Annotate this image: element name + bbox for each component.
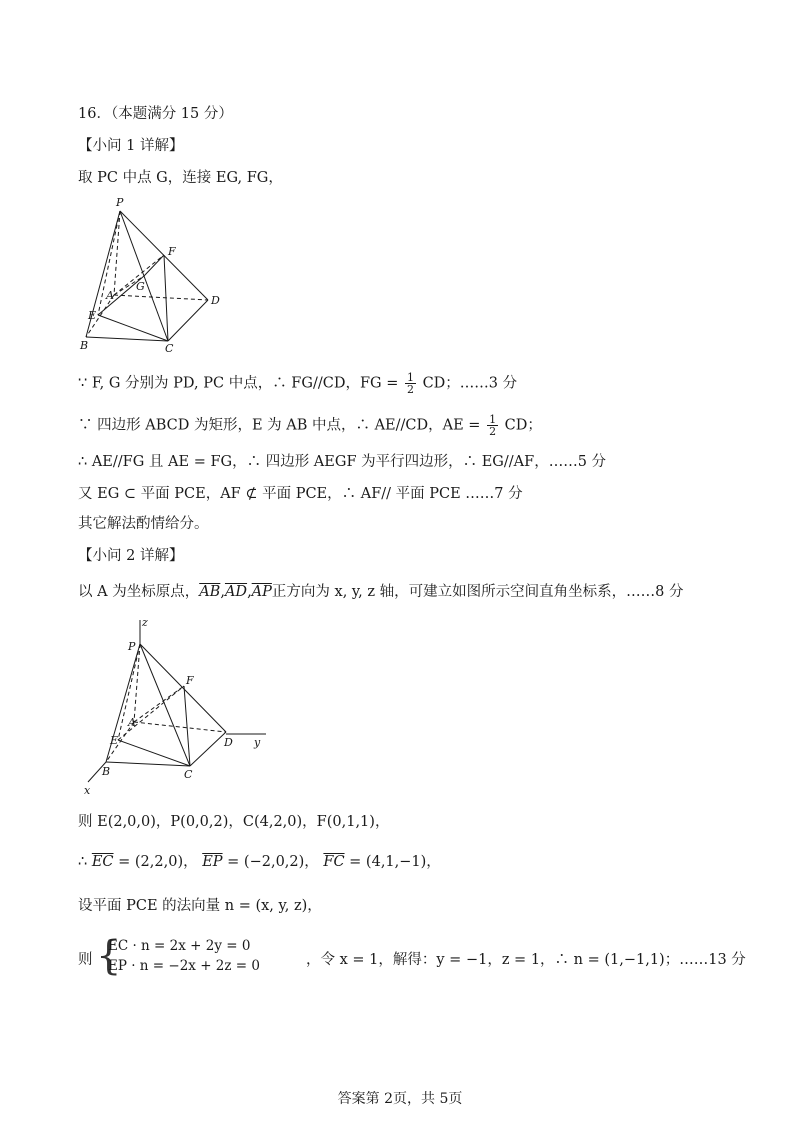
label2-c: C — [184, 768, 193, 781]
part2-intro: 以 A 为坐标原点，$\overline{AB},\overline{AD},\overline{AP}$正方向为 x, y, z 轴，可建立如图所示空间直角坐标系，……8 分 — [78, 584, 684, 600]
part1-line2-pre: ∵ 四边形 ABCD 为矩形，E 为 AB 中点，∴ AE//CD，AE = — [78, 417, 481, 434]
label2-f: F — [186, 674, 194, 687]
axis-label-x: x — [84, 784, 91, 797]
part1-line1-post: CD；……3 分 — [422, 375, 518, 392]
vec-ab: $\overline{AB}$ — [199, 584, 221, 600]
vec-fc-value: = (4,1,−1)， — [349, 854, 441, 870]
therefore-symbol: ∴ — [78, 854, 88, 870]
normal-line: 设平面 PCE 的法向量 n = (x, y, z)， — [78, 898, 322, 914]
left-brace: { — [96, 933, 122, 979]
edge2-bc — [106, 762, 190, 766]
part1-header: 【小问 1 详解】 — [78, 138, 184, 154]
edge2-ef — [118, 686, 184, 740]
part1-line1-pre: ∵ F, G 分别为 PD, PC 中点，∴ FG//CD，FG = — [78, 375, 399, 392]
vectors-line — [78, 852, 441, 872]
part2-header: 【小问 2 详解】 — [78, 548, 184, 564]
label-f: F — [168, 245, 176, 258]
vec-ec-value: = (2,2,0)， — [118, 854, 198, 870]
edge-fg — [144, 255, 164, 276]
edge-ad — [114, 295, 208, 300]
vec-ad: $\overline{AD}$ — [224, 584, 248, 600]
coords-line: 则 E(2,0,0)，P(0,0,2)，C(4,2,0)，F(0,1,1)， — [78, 814, 390, 830]
frac-num: 1 — [406, 371, 414, 384]
label2-a: A — [128, 716, 136, 729]
frac-den: 2 — [406, 383, 414, 396]
edge2-cd — [190, 732, 226, 766]
frac-den-2: 2 — [489, 425, 497, 438]
frac-num-2: 1 — [489, 413, 497, 426]
edge2-pc — [140, 644, 190, 766]
vec-ec-label: $\overline{EC}$ — [91, 854, 114, 870]
edge-bc — [86, 337, 168, 341]
system-label: 则 — [78, 952, 93, 968]
label-a: A — [106, 289, 114, 302]
part1-line2 — [78, 414, 542, 437]
intro-pre: 以 A 为坐标原点， — [78, 584, 200, 600]
equation-2: EP · n = −2x + 2z = 0 — [108, 958, 260, 974]
label2-b: B — [102, 765, 111, 778]
part1-line1 — [78, 372, 517, 395]
edge-ec — [98, 315, 168, 341]
axis-label-y: y — [254, 736, 261, 749]
fraction-half-2 — [487, 414, 498, 437]
label-c: C — [165, 342, 174, 355]
label2-d: D — [224, 736, 233, 749]
label2-p: P — [128, 640, 136, 653]
label-d: D — [211, 294, 220, 307]
edge2-pd — [140, 644, 226, 732]
label-p: P — [116, 196, 124, 209]
problem-header: 16．（本题满分 15 分） — [78, 106, 233, 122]
part1-line5: 其它解法酌情给分。 — [78, 516, 209, 532]
pyramid-figure-1 — [78, 195, 238, 360]
part1-intro: 取 PC 中点 G，连接 EG, FG， — [78, 170, 283, 186]
part1-line3: ∴ AE//FG 且 AE = FG，∴ 四边形 AEGF 为平行四边形，∴ EG//AF，……5 分 — [78, 454, 607, 470]
part1-line2-post: CD； — [504, 417, 542, 434]
edge-cd — [168, 300, 208, 341]
system-tail: ，令 x = 1，解得：y = −1，z = 1，∴ n = (1,−1,1)；……13 分 — [306, 952, 746, 968]
vec-ep-label: $\overline{EP}$ — [202, 854, 223, 870]
edge2-ec — [118, 740, 190, 766]
label2-e: E — [110, 734, 119, 747]
vec-fc-label: $\overline{FC}$ — [323, 854, 345, 870]
page-footer: 答案第 2页，共 5页 — [337, 1091, 463, 1107]
vec-ep-value: = (−2,0,2)， — [227, 854, 319, 870]
axis-label-z: z — [142, 616, 148, 629]
label-e: E — [88, 309, 97, 322]
part1-line4: 又 EG ⊂ 平面 PCE，AF ⊄ 平面 PCE，∴ AF// 平面 PCE ……7 分 — [78, 486, 523, 502]
intro-post: 正方向为 x, y, z 轴，可建立如图所示空间直角坐标系，……8 分 — [271, 584, 684, 600]
vec-ap: $\overline{AP}$ — [251, 584, 272, 600]
pyramid-figure-2 — [78, 612, 278, 802]
edge2-ad — [134, 722, 226, 732]
equation-1: EC · n = 2x + 2y = 0 — [108, 938, 251, 954]
fraction-half — [405, 372, 416, 395]
label-b: B — [80, 339, 89, 352]
label-g: G — [136, 280, 145, 293]
